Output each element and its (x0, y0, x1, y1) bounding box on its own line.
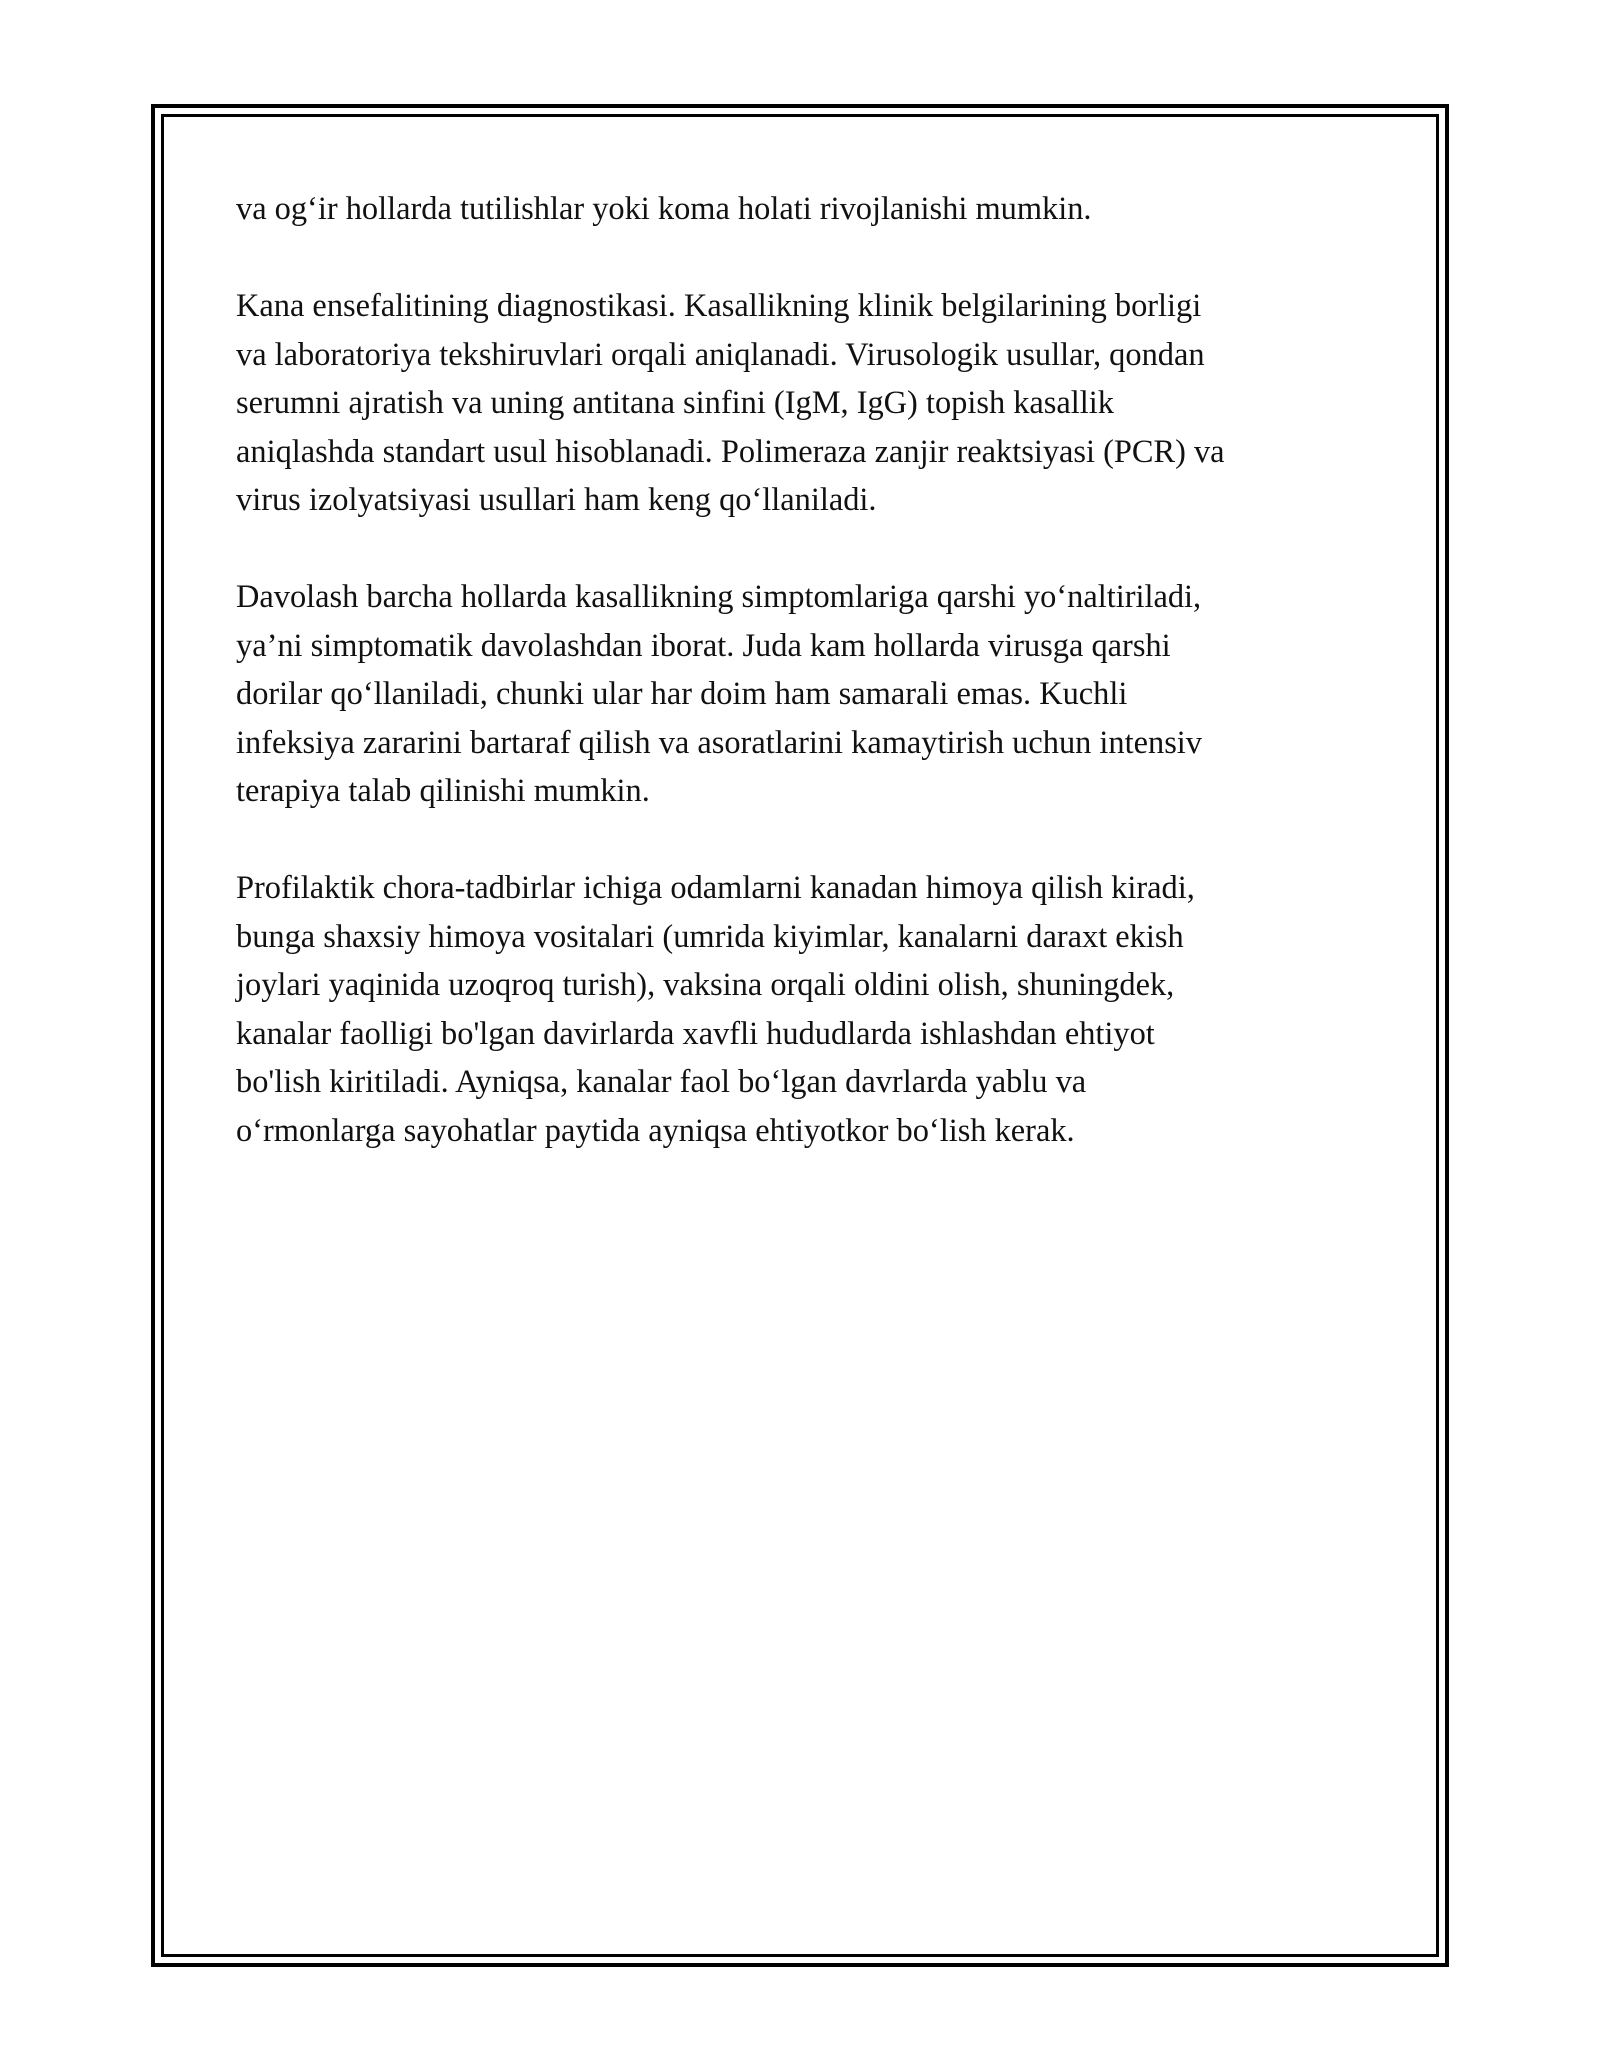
text-line: Kana ensefalitining diagnostikasi. Kasallikning klinik belgilarining borligi (236, 288, 1202, 324)
text-line: o‘rmonlarga sayohatlar paytida ayniqsa ehtiyotkor bo‘lish kerak. (236, 1112, 1075, 1149)
text-line: serumni ajratish va uning antitana sinfini (IgM, IgG) topish kasallik (236, 385, 1114, 421)
paragraph-1 (236, 185, 1376, 234)
text-line: joylari yaqinida uzoqroq turish), vaksina orqali oldini olish, shuningdek, (236, 967, 1175, 1003)
text-line: bo'lish kiritiladi. Ayniqsa, kanalar faol bo‘lgan davrlarda yablu va (236, 1064, 1087, 1100)
text-line: ya’ni simptomatik davolashdan iborat. Juda kam hollarda virusga qarshi (236, 627, 1171, 664)
text-line: infeksiya zararini bartaraf qilish va asoratlarini kamaytirish uchun intensiv (236, 724, 1202, 761)
paragraph-3 (236, 573, 1376, 816)
text-line: aniqlashda standart usul hisoblanadi. Polimeraza zanjir reaktsiyasi (PCR) va (236, 433, 1225, 470)
document-body (236, 185, 1376, 1204)
text-line: Profilaktik chora-tadbirlar ichiga odamlarni kanadan himoya qilish kiradi, (236, 870, 1195, 906)
text-line: kanalar faolligi bo'lgan davirlarda xavfli hududlarda ishlashdan ehtiyot (236, 1015, 1155, 1052)
text-line: virus izolyatsiyasi usullari ham keng qo‘llaniladi. (236, 482, 877, 518)
paragraph-4 (236, 864, 1376, 1155)
text-line: Davolash barcha hollarda kasallikning simptomlariga qarshi yo‘naltiriladi, (236, 579, 1202, 615)
text-line: dorilar qo‘llaniladi, chunki ular har doim ham samarali emas. Kuchli (236, 676, 1128, 712)
text-line: va laboratoriya tekshiruvlari orqali aniqlanadi. Virusologik usullar, qondan (236, 336, 1205, 373)
text-line: terapiya talab qilinishi mumkin. (236, 773, 650, 809)
text-line: bunga shaxsiy himoya vositalari (umrida kiyimlar, kanalarni daraxt ekish (236, 918, 1184, 955)
text-line: va og‘ir hollarda tutilishlar yoki koma holati rivojlanishi mumkin. (236, 191, 1092, 227)
paragraph-2 (236, 282, 1376, 525)
